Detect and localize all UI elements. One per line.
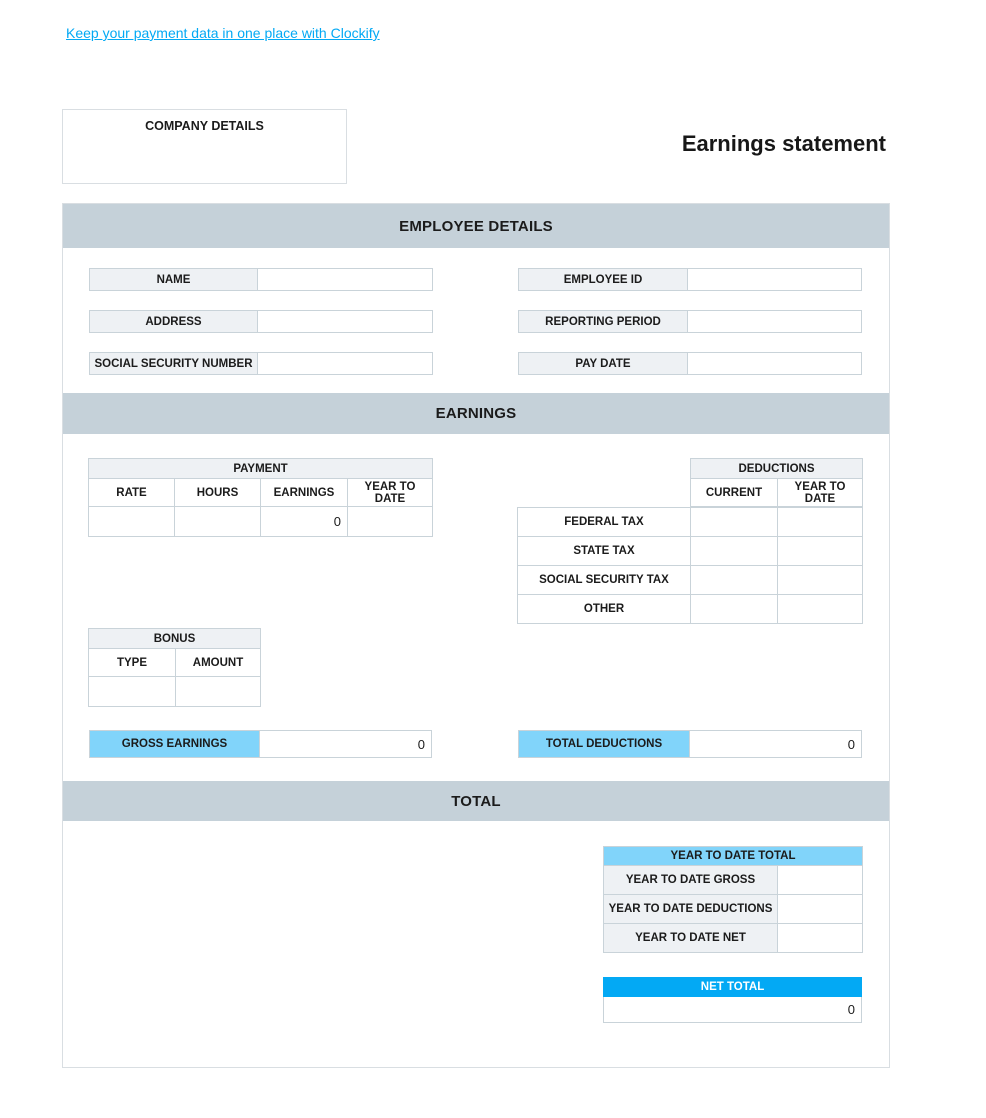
bonus-table <box>88 628 261 707</box>
net-total-block <box>603 977 862 1023</box>
federal-tax-label: FEDERAL TAX <box>518 508 691 537</box>
bonus-type-cell[interactable] <box>89 677 176 707</box>
reporting-period-value-field[interactable] <box>688 310 862 333</box>
field-row-reporting-period <box>518 310 862 333</box>
deductions-col-ytd: YEAR TO DATE <box>778 479 863 507</box>
payment-col-rate: RATE <box>89 479 175 507</box>
state-tax-ytd-cell[interactable] <box>778 537 863 566</box>
address-value-field[interactable] <box>258 310 433 333</box>
ssn-value-field[interactable] <box>258 352 433 375</box>
section-header-earnings: EARNINGS <box>63 393 889 434</box>
field-row-pay-date <box>518 352 862 375</box>
social-security-tax-ytd-cell[interactable] <box>778 566 863 595</box>
ytd-total-table <box>603 846 863 953</box>
gross-earnings-label: GROSS EARNINGS <box>89 730 260 758</box>
field-row-ssn <box>89 352 433 375</box>
name-label: NAME <box>89 268 258 291</box>
bonus-col-type: TYPE <box>89 649 176 677</box>
ytd-deductions-label: YEAR TO DATE DEDUCTIONS <box>604 895 778 924</box>
name-value-field[interactable] <box>258 268 433 291</box>
bonus-table-title: BONUS <box>89 629 261 649</box>
federal-tax-ytd-cell[interactable] <box>778 508 863 537</box>
other-deduction-current-cell[interactable] <box>691 595 778 624</box>
ytd-total-title: YEAR TO DATE TOTAL <box>604 847 863 866</box>
gross-earnings-value[interactable]: 0 <box>260 730 432 758</box>
payment-earnings-cell[interactable]: 0 <box>261 507 348 537</box>
ytd-gross-value[interactable] <box>778 866 863 895</box>
payment-col-hours: HOURS <box>175 479 261 507</box>
company-details-heading: COMPANY DETAILS <box>145 119 264 133</box>
page-title: Earnings statement <box>681 131 886 156</box>
field-row-name <box>89 268 433 291</box>
payment-rate-cell[interactable] <box>89 507 175 537</box>
social-security-tax-label: SOCIAL SECURITY TAX <box>518 566 691 595</box>
total-deductions-row <box>518 730 862 758</box>
payment-table-title: PAYMENT <box>89 459 433 479</box>
deductions-col-current: CURRENT <box>691 479 778 507</box>
deductions-body-table <box>517 507 863 624</box>
state-tax-current-cell[interactable] <box>691 537 778 566</box>
payment-ytd-cell[interactable] <box>348 507 433 537</box>
payment-table <box>88 458 433 537</box>
other-deduction-label: OTHER <box>518 595 691 624</box>
pay-date-value-field[interactable] <box>688 352 862 375</box>
bonus-col-amount: AMOUNT <box>176 649 261 677</box>
field-row-address <box>89 310 433 333</box>
state-tax-label: STATE TAX <box>518 537 691 566</box>
employee-id-value-field[interactable] <box>688 268 862 291</box>
other-deduction-ytd-cell[interactable] <box>778 595 863 624</box>
ytd-gross-label: YEAR TO DATE GROSS <box>604 866 778 895</box>
total-deductions-label: TOTAL DEDUCTIONS <box>518 730 690 758</box>
section-header-total: TOTAL <box>63 781 889 821</box>
ytd-deductions-value[interactable] <box>778 895 863 924</box>
bonus-amount-cell[interactable] <box>176 677 261 707</box>
field-row-employee-id <box>518 268 862 291</box>
deductions-table-title: DEDUCTIONS <box>691 459 863 479</box>
social-security-tax-current-cell[interactable] <box>691 566 778 595</box>
payment-col-ytd: YEAR TO DATE <box>348 479 433 507</box>
ytd-net-value[interactable] <box>778 924 863 953</box>
ssn-label: SOCIAL SECURITY NUMBER <box>89 352 258 375</box>
clockify-promo-link[interactable]: Keep your payment data in one place with Clockify <box>66 25 380 41</box>
section-header-employee-details: EMPLOYEE DETAILS <box>63 204 889 248</box>
payment-col-earnings: EARNINGS <box>261 479 348 507</box>
total-deductions-value[interactable]: 0 <box>690 730 862 758</box>
payment-hours-cell[interactable] <box>175 507 261 537</box>
gross-earnings-row <box>89 730 432 758</box>
reporting-period-label: REPORTING PERIOD <box>518 310 688 333</box>
federal-tax-current-cell[interactable] <box>691 508 778 537</box>
company-details-box[interactable] <box>62 109 347 184</box>
net-total-value[interactable]: 0 <box>603 997 862 1023</box>
pay-date-label: PAY DATE <box>518 352 688 375</box>
deductions-header-table <box>690 458 863 507</box>
address-label: ADDRESS <box>89 310 258 333</box>
employee-id-label: EMPLOYEE ID <box>518 268 688 291</box>
net-total-header: NET TOTAL <box>603 977 862 997</box>
ytd-net-label: YEAR TO DATE NET <box>604 924 778 953</box>
